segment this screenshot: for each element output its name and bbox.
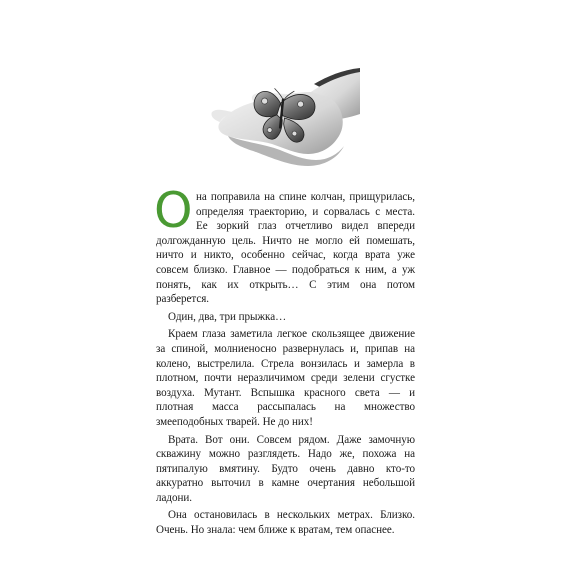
hand-butterfly-illustration <box>210 62 360 174</box>
paragraph-5: Она остановилась в нескольких метрах. Близко. Очень. Но знала: чем ближе к вратам, тем опаснее. <box>156 509 415 537</box>
hand-with-butterfly-icon <box>210 62 360 174</box>
story-text <box>154 182 415 538</box>
drop-cap: О <box>154 182 193 239</box>
paragraph-1-text: на поправила на спине колчан, прищурилась, определяя траекторию, и сорвалась с места. Ее зоркий глаз отчетливо видел впереди долгожданную цель. Ничто не могло ей помешать, ничто и никто, особенно сейчас, когда врата уже совсем близко. Главное — подобраться к ним, а уж понять, как их открыть… С этим она потом разберется. <box>156 191 415 306</box>
paragraph-4: Врата. Вот они. Совсем рядом. Даже замочную скважину можно разглядеть. Надо же, похожа на пятипалую вмятину. Будто очень давно кто-то аккуратно выточил в камне очертания небольшой ладони. <box>156 433 415 504</box>
paragraph-3: Краем глаза заметила легкое скользящее движение за спиной, молниеносно развернулась и, припав на колено, выстрелила. Стрела вонзилась и замерла в плотном, почти неразличимом среди зелени сгустке воздуха. Мутант. Вспышка красного света — и плотная масса рассыпалась на множество змееподобных тварей. Не до них! <box>156 328 415 428</box>
paragraph-2: Один, два, три прыжка… <box>168 310 287 323</box>
paragraph-1 <box>154 182 415 307</box>
